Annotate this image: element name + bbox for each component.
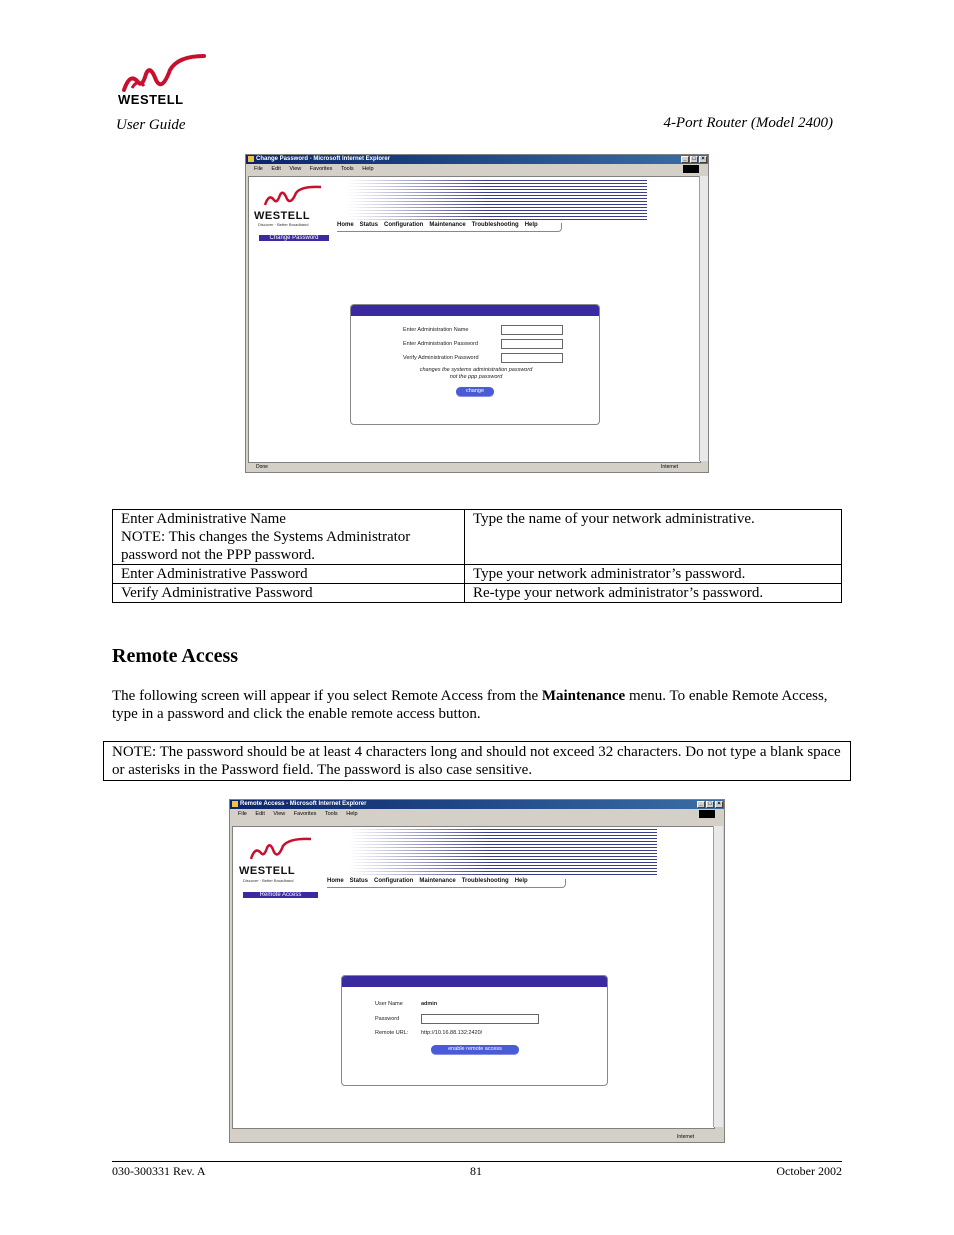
menu-view[interactable]: View (289, 166, 302, 172)
admin-name-input[interactable] (501, 325, 563, 335)
nav-troubleshooting[interactable]: Troubleshooting (461, 878, 509, 884)
table-cell-desc: Type the name of your network administrative. (465, 510, 842, 565)
menu-help[interactable]: Help (362, 166, 374, 172)
menu-file[interactable]: File (254, 166, 263, 172)
close-icon[interactable]: × (699, 156, 707, 163)
table-cell-desc: Type your network administrator’s password. (465, 565, 842, 584)
section-title: Remote Access (112, 645, 239, 667)
windows-flag-icon (699, 810, 715, 818)
nav-home[interactable]: Home (327, 878, 344, 884)
ie-icon (232, 801, 238, 807)
footer-rule (112, 1161, 842, 1162)
password-note-box: NOTE: The password should be at least 4 characters long and should not exceed 32 characters. Do not type a blank space or asterisks in the Password field. The password is also case sensitive. (103, 741, 851, 781)
menu-help[interactable]: Help (346, 811, 358, 817)
header-right: 4-Port Router (Model 2400) (663, 115, 833, 131)
tagline: Discover · Better Broadband (243, 878, 294, 883)
westell-swoosh-icon (245, 837, 315, 863)
menu-file[interactable]: File (238, 811, 247, 817)
admin-name-label: Enter Administration Name (403, 327, 469, 333)
menu-view[interactable]: View (273, 811, 286, 817)
table-row (113, 584, 842, 603)
page-content (248, 176, 701, 463)
close-icon[interactable]: × (715, 801, 723, 808)
window-titlebar (246, 155, 708, 164)
remote-access-panel (341, 975, 608, 1086)
nav-status[interactable]: Status (349, 878, 369, 884)
menu-bar (230, 809, 724, 819)
menu-edit[interactable]: Edit (255, 811, 265, 817)
footer-page-number: 81 (470, 1164, 482, 1178)
page-badge: Change Password (259, 235, 329, 241)
status-bar (246, 463, 708, 472)
zone-text: Internet (661, 464, 678, 470)
admin-password-label: Enter Administration Password (403, 341, 478, 347)
zone-text: Internet (677, 1134, 694, 1140)
password-input[interactable] (421, 1014, 539, 1024)
field-description-table (112, 509, 842, 603)
change-password-panel (350, 304, 600, 425)
table-cell-field: Enter Administrative Name (121, 511, 286, 527)
windows-flag-icon (683, 165, 699, 173)
footer-date: October 2002 (776, 1164, 842, 1178)
footer-doc-number: 030-300331 Rev. A (112, 1164, 206, 1178)
form-note-line1: changes the systems administration password (419, 367, 533, 373)
table-cell-field-note: NOTE: This changes the Systems Administrator (121, 529, 411, 545)
table-row (113, 510, 842, 565)
minimize-icon[interactable]: _ (681, 156, 689, 163)
nav-help[interactable]: Help (524, 222, 538, 228)
minimize-icon[interactable]: _ (697, 801, 705, 808)
window-title: Remote Access - Microsoft Internet Explorer (240, 801, 367, 807)
nav-maintenance[interactable]: Maintenance (419, 878, 456, 884)
table-cell-field-note: password not the PPP password. (121, 547, 316, 563)
nav-maintenance[interactable]: Maintenance (429, 222, 466, 228)
table-row (113, 565, 842, 584)
form-note-line2: not the ppp password (449, 374, 503, 380)
remote-access-window (229, 799, 725, 1143)
ie-icon (248, 156, 254, 162)
nav-help[interactable]: Help (514, 878, 528, 884)
header-left: User Guide (116, 117, 186, 133)
maximize-icon[interactable]: □ (690, 156, 698, 163)
enable-remote-access-button[interactable]: enable remote access (431, 1045, 519, 1054)
menu-favorites[interactable]: Favorites (309, 166, 333, 172)
admin-password-input[interactable] (501, 339, 563, 349)
window-titlebar (230, 800, 724, 809)
table-cell-field: Enter Administrative Password (113, 565, 465, 584)
user-name-label: User Name (375, 1001, 403, 1007)
status-bar (230, 1133, 724, 1142)
remote-url-label: Remote URL: (375, 1030, 409, 1036)
verify-password-input[interactable] (501, 353, 563, 363)
page-content (232, 826, 715, 1129)
vertical-scrollbar[interactable] (699, 176, 708, 461)
nav-configuration[interactable]: Configuration (384, 222, 424, 228)
section-paragraph: The following screen will appear if you select Remote Access from the Maintenance menu. To enable Remote Access, type in a password and click the enable remote access button. (112, 688, 828, 722)
table-cell-desc: Re-type your network administrator’s password. (465, 584, 842, 603)
nav-troubleshooting[interactable]: Troubleshooting (471, 222, 519, 228)
change-button[interactable]: change (456, 387, 494, 396)
change-password-window (245, 154, 709, 473)
status-text: Done (256, 464, 268, 470)
westell-swoosh-icon (259, 185, 325, 209)
tagline: Discover · Better Broadband (258, 222, 309, 227)
nav-home[interactable]: Home (337, 222, 354, 228)
password-label: Password (375, 1016, 400, 1022)
menu-tools[interactable]: Tools (340, 166, 354, 172)
brand-name: WESTELL (118, 92, 184, 107)
window-title: Change Password - Microsoft Internet Explorer (256, 156, 391, 162)
nav-status[interactable]: Status (359, 222, 379, 228)
user-name-value: admin (421, 1001, 438, 1007)
table-cell-field: Verify Administrative Password (113, 584, 465, 603)
vertical-scrollbar[interactable] (713, 826, 723, 1127)
page-badge: Remote Access (243, 892, 318, 898)
remote-url-value: http://10.16.88.132:2420/ (421, 1030, 483, 1036)
menu-bar (246, 164, 708, 174)
menu-edit[interactable]: Edit (271, 166, 281, 172)
nav-configuration[interactable]: Configuration (374, 878, 414, 884)
verify-password-label: Verify Administration Password (403, 355, 479, 361)
brand-name: WESTELL (254, 210, 311, 222)
menu-favorites[interactable]: Favorites (293, 811, 317, 817)
brand-name: WESTELL (239, 865, 296, 877)
westell-logo (112, 52, 208, 108)
menu-tools[interactable]: Tools (324, 811, 338, 817)
maximize-icon[interactable]: □ (706, 801, 714, 808)
